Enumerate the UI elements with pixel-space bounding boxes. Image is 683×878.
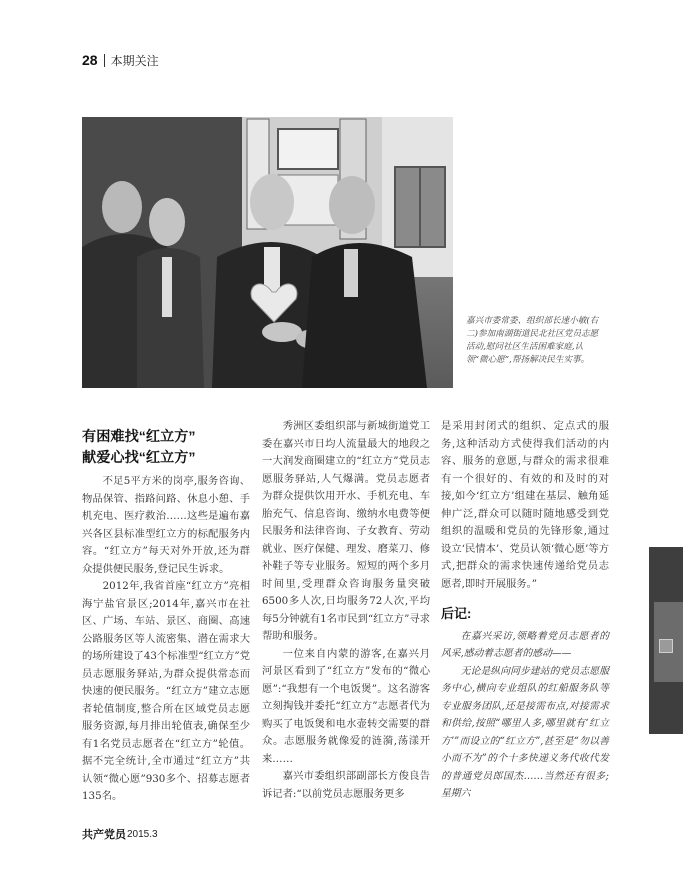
afterword [441,628,609,803]
article-column-3 [441,418,609,803]
issue-number: 2015.3 [127,828,158,840]
side-thumbnail-tab [649,547,683,734]
page-footer [82,826,158,842]
photo-illustration [82,117,453,388]
news-photo [82,117,453,388]
magazine-logo: 共产党员 [82,828,126,841]
paragraph: 2012年,我省首座“红立方”亮相海宁盐官景区;2014年,嘉兴市在社区、广场、车站、景区、商圈、高速公路服务区等人流密集、潜在需求大的场所建设了43个标准型“红立方”党员志愿服务驿站,为群众提供常态而快速的便民服务。“红立方”建立志愿者轮值制度,整合所在区域党员志愿服务资源,每月排出轮值表,确保至少有1名党员志愿者在“红立方”轮值。据不完全统计,全市通过“红立方”共认领“微心愿”930多个、招募志愿者135名。 [82,580,250,802]
paragraph: 嘉兴市委组织部副部长方俊良告诉记者:“以前党员志愿服务更多 [262,770,430,800]
photo-caption: 嘉兴市委常委、组织部长速小敏(右二)参加南湖街道民北社区党员志愿活动,慰问社区生活困难家庭,认领“微心愿”,帮扬解决民生实事。 [466,316,599,365]
article-title [82,427,250,469]
afterword-paragraph: 无论是纵向同步建站的党员志愿服务中心,横向专业组队的红船服务队等专业服务团队,还是接需布点,对接需求和供给,按照“哪里人多,哪里就有‘红立方’”而设立的“红立方”,甚至是“勿以善小而不为”的个十多快递义务代收代发的普通党员郎国杰……当然还有很多;星期六 [441,665,609,799]
paragraph: 秀洲区委组织部与新城街道党工委在嘉兴市日均人流量最大的地段之一大润发商圈建立的“红立方”党员志愿服务驿站,人气爆满。党员志愿者为群众提供饮用开水、手机充电、车胎充气、信息咨询、缴纳水电费等便民服务和法律咨询、子女教育、劳动就业、医疗保健、理发、磨菜刀、修补鞋子等专业服务。短短的两个多月时间里,受理群众咨询服务量突破6500多人次,日均服务72人次,平均每5分钟就有1名市民到“红立方”寻求帮助和服务。 [262,420,430,642]
afterword-title: 后记: [441,606,472,621]
page-number: 28 [82,52,98,68]
side-tab-mark [659,639,673,653]
title-line-1: 有困难找“红立方” [82,429,196,445]
afterword-paragraph: 在嘉兴采访,领略着党员志愿者的风采,感动着志愿者的感动—— [441,630,609,659]
paragraph: 一位来自内蒙的游客,在嘉兴月河景区看到了“红立方”发布的“微心愿”:“我想有一个电饭煲”。这名游客立刻掏钱并委托“红立方”志愿者代为购买了电饭煲和电水壶转交需要的群众。志愿服务就像爱的涟漪,荡漾开来…… [262,647,430,765]
paragraph: 不足5平方米的岗亭,服务咨询、物品保管、指路问路、休息小憩、手机充电、医疗救治……这些是遍布嘉兴各区县标准型红立方的标配服务内容。“红立方”每天对外开放,还为群众提供便民服务,登记民生诉求。 [82,475,250,575]
header-divider [104,54,105,67]
article-column-2 [262,418,430,803]
section-name: 本期关注 [110,53,159,68]
title-line-2: 献爱心找“红立方” [82,450,196,466]
page-header [82,50,159,70]
paragraph: 是采用封闭式的组织、定点式的服务,这种活动方式使得我们活动的内容、服务的意愿,与群众的需求很难有一个很好的、有效的和及时的对接,如今‘红立方’组建在基层、触角延伸广泛,群众可以随时随地感受到党组织的温暖和党员的先锋形象,通过设立‘民情本’、党员认领‘微心愿’等方式,把群众的需求快速传递给党员志愿者,即时开展服务。” [441,420,609,590]
article-column-1 [82,427,250,806]
